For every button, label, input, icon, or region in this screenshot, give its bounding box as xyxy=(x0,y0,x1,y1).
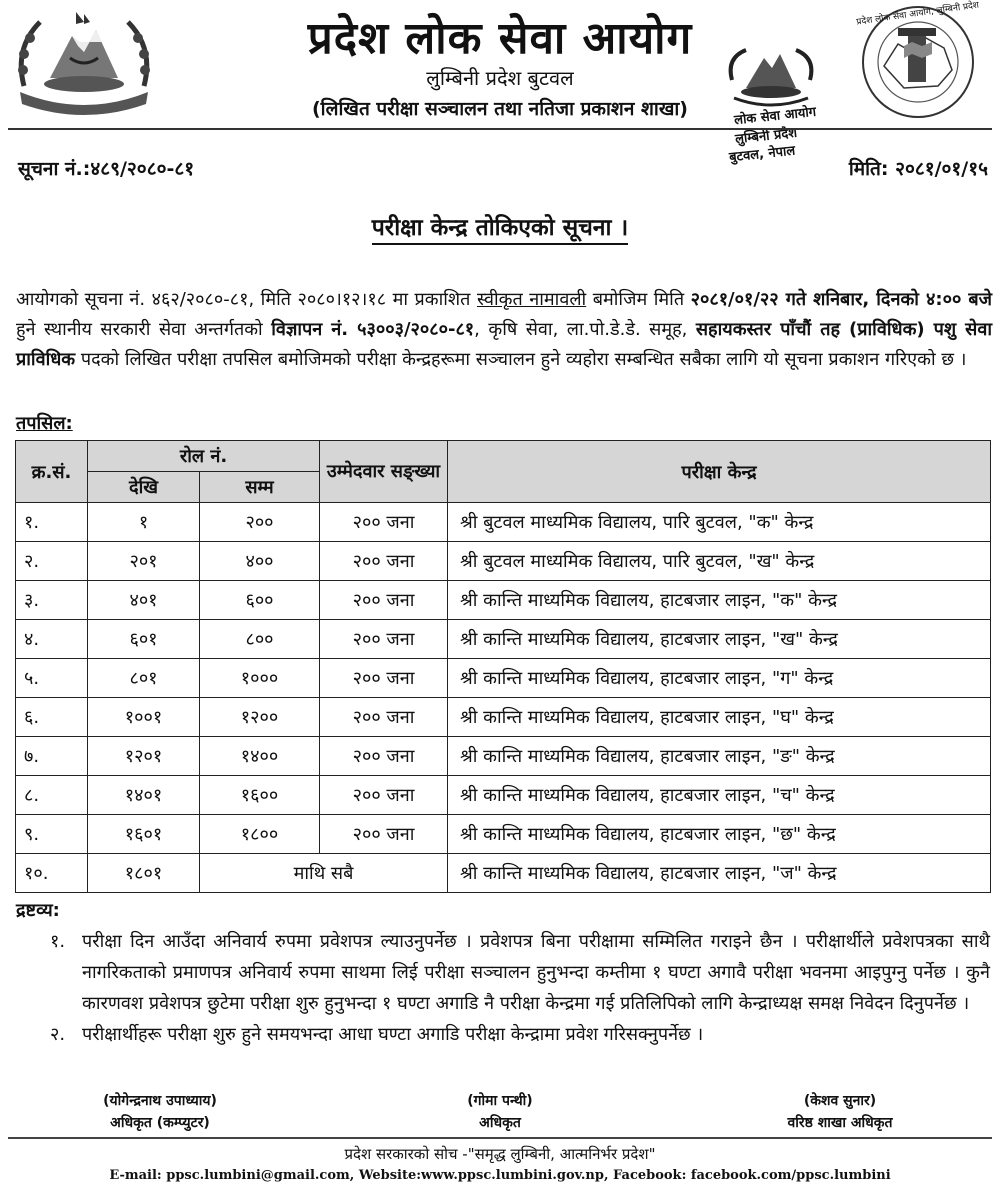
row-from: २०१ xyxy=(88,542,200,581)
note-item xyxy=(50,926,990,1019)
row-sn: २. xyxy=(16,542,88,581)
org-title: प्रदेश लोक सेवा आयोग xyxy=(307,13,693,64)
header-sn: क्र.सं. xyxy=(16,441,88,503)
para-part-1: आयोगको सूचना नं. ४६२/२०८०-८१, मिति २०८०।१२।१८ मा प्रकाशित xyxy=(16,289,477,310)
notice-paragraph xyxy=(16,285,992,375)
header-divider xyxy=(8,128,992,130)
approved-list-link[interactable]: स्वीकृत नामावली xyxy=(476,289,587,310)
para-part-7: , कृषि सेवा, ला.पो.डे.डे. समूह, xyxy=(474,319,696,340)
table-row xyxy=(16,542,991,581)
header-roll: रोल नं. xyxy=(88,441,320,472)
row-count: २०० जना xyxy=(320,776,448,815)
exam-date: २०८१/०१/२२ गते शनिबार, दिनको ४:०० बजे xyxy=(690,289,993,310)
row-center: श्री बुटवल माध्यमिक विद्यालय, पारि बुटवल, "ख" केन्द्र xyxy=(448,542,991,581)
row-sn: ७. xyxy=(16,737,88,776)
signature-block xyxy=(410,1090,590,1134)
stamp-text-2: लुम्बिनी प्रदेश xyxy=(734,125,798,148)
note-item xyxy=(50,1019,990,1050)
note-number: २. xyxy=(50,1024,66,1045)
row-to: १००० xyxy=(200,659,320,698)
row-center: श्री कान्ति माध्यमिक विद्यालय, हाटबजार लाइन, "ग" केन्द्र xyxy=(448,659,991,698)
stamp-text-1: लोक सेवा आयोग xyxy=(733,104,817,129)
row-to: ८०० xyxy=(200,620,320,659)
note-text: परीक्षा दिन आउँदा अनिवार्य रुपमा प्रवेशपत्र ल्याउनुपर्नेछ । प्रवेशपत्र बिना परीक्षामा सम्मिलित गराइने छैन । परीक्षार्थीले प्रवेशपत्रका साथै नागरिकताको प्रमाणपत्र अनिवार्य रुपमा साथमा लिई परीक्षा सञ्चालन हुनुभन्दा कम्तीमा १ घण्टा अगावै परीक्षा भवनमा आइपुग्नु पर्नेछ । कुनै कारणवश प्रवेशपत्र छुटेमा परीक्षा शुरु हुनुभन्दा १ घण्टा अगाडि नै परीक्षा केन्द्रमा गई प्रतिलिपिको लागि केन्द्राध्यक्ष समक्ष निवेदन दिनुपर्नेछ । xyxy=(82,931,990,1014)
row-count: २०० जना xyxy=(320,542,448,581)
tapsil-label: तपसिल: xyxy=(16,413,73,434)
header-to: सम्म xyxy=(200,472,320,503)
footer-slogan: प्रदेश सरकारको सोच -"समृद्ध लुम्बिनी, आत्मनिर्भर प्रदेश" xyxy=(344,1145,656,1163)
note-text: परीक्षार्थीहरू परीक्षा शुरु हुने समयभन्दा आधा घण्टा अगाडि परीक्षा केन्द्रामा प्रवेश गरिसक्नुपर्नेछ । xyxy=(82,1024,704,1045)
row-sn: ९. xyxy=(16,815,88,854)
row-count: २०० जना xyxy=(320,815,448,854)
row-sn: ५. xyxy=(16,659,88,698)
signature-block xyxy=(740,1090,940,1134)
table-row-last xyxy=(16,854,991,893)
row-to: २०० xyxy=(200,503,320,542)
table-row xyxy=(16,698,991,737)
row-from: १००१ xyxy=(88,698,200,737)
table-row xyxy=(16,581,991,620)
row-from: १४०१ xyxy=(88,776,200,815)
signature-block xyxy=(70,1090,250,1134)
row-center: श्री कान्ति माध्यमिक विद्यालय, हाटबजार लाइन, "ख" केन्द्र xyxy=(448,620,991,659)
row-center: श्री कान्ति माध्यमिक विद्यालय, हाटबजार लाइन, "क" केन्द्र xyxy=(448,581,991,620)
row-sn: ३. xyxy=(16,581,88,620)
table-row xyxy=(16,503,991,542)
row-sn: ६. xyxy=(16,698,88,737)
row-from: १२०१ xyxy=(88,737,200,776)
table-row xyxy=(16,659,991,698)
row-count: २०० जना xyxy=(320,620,448,659)
notice-heading xyxy=(0,210,1000,242)
seal-text: प्रदेश लोक सेवा आयोग, लुम्बिनी प्रदेश xyxy=(855,0,980,28)
signatory-title: वरिष्ठ शाखा अधिकृत xyxy=(787,1115,893,1131)
org-subtitle: लुम्बिनी प्रदेश बुटवल xyxy=(426,66,574,90)
row-to: ४०० xyxy=(200,542,320,581)
row-from: १६०१ xyxy=(88,815,200,854)
header-center: परीक्षा केन्द्र xyxy=(448,441,991,503)
row-from: १ xyxy=(88,503,200,542)
row-from: ८०१ xyxy=(88,659,200,698)
row-to: १४०० xyxy=(200,737,320,776)
exam-center-table xyxy=(15,440,991,893)
table-row xyxy=(16,620,991,659)
row-center: श्री कान्ति माध्यमिक विद्यालय, हाटबजार लाइन, "घ" केन्द्र xyxy=(448,698,991,737)
signatory-name: (केशव सुनार) xyxy=(803,1093,877,1109)
row-center: श्री कान्ति माध्यमिक विद्यालय, हाटबजार लाइन, "च" केन्द्र xyxy=(448,776,991,815)
row-count: २०० जना xyxy=(320,581,448,620)
row-count: २०० जना xyxy=(320,659,448,698)
branch-name: (लिखित परीक्षा सञ्चालन तथा नतिजा प्रकाशन शाखा) xyxy=(312,98,688,120)
row-sn: ४. xyxy=(16,620,88,659)
row-to: ६०० xyxy=(200,581,320,620)
row-center: श्री कान्ति माध्यमिक विद्यालय, हाटबजार लाइन, "ज" केन्द्र xyxy=(448,854,991,893)
notes-list xyxy=(50,926,990,1050)
row-to: १८०० xyxy=(200,815,320,854)
row-count: २०० जना xyxy=(320,698,448,737)
header-from: देखि xyxy=(88,472,200,503)
row-count: २०० जना xyxy=(320,503,448,542)
note-number: १. xyxy=(50,931,66,952)
row-count: २०० जना xyxy=(320,737,448,776)
footer-contact: E-mail: ppsc.lumbini@gmail.com, Website:www.ppsc.lumbini.gov.np, Facebook: facebook.com/ppsc.lumbini xyxy=(109,1168,891,1183)
post-name: सहायकस्तर पाँचौं तह (प्राविधिक) पशु सेवा प्राविधिक xyxy=(16,319,992,370)
stamp-text-3: बुटवल, नेपाल xyxy=(728,143,796,166)
row-sn: १. xyxy=(16,503,88,542)
row-to: १२०० xyxy=(200,698,320,737)
notice-date: मिति: २०८१/०१/१५ xyxy=(848,158,988,180)
row-center: श्री बुटवल माध्यमिक विद्यालय, पारि बुटवल, "क" केन्द्र xyxy=(448,503,991,542)
notes-label: द्रष्टव्य: xyxy=(16,900,60,921)
row-sn: १०. xyxy=(16,854,88,893)
row-sn: ८. xyxy=(16,776,88,815)
office-stamp-icon xyxy=(716,46,826,164)
signatory-title: अधिकृत (कम्प्युटर) xyxy=(110,1115,210,1131)
row-from: ४०१ xyxy=(88,581,200,620)
signatory-title: अधिकृत xyxy=(479,1115,521,1131)
table-row xyxy=(16,737,991,776)
row-from: ६०१ xyxy=(88,620,200,659)
table-row xyxy=(16,815,991,854)
footer-divider xyxy=(8,1137,992,1139)
para-part-3: बमोजिम मिति xyxy=(586,289,691,310)
row-from: १८०१ xyxy=(88,854,200,893)
signatory-name: (योगेन्द्रनाथ उपाध्याय) xyxy=(103,1093,217,1109)
row-to: १६०० xyxy=(200,776,320,815)
notice-heading-text: परीक्षा केन्द्र तोकिएको सूचना । xyxy=(372,215,629,245)
advertisement-number: विज्ञापन नं. ५३००३/२०८०-८१ xyxy=(271,319,475,340)
row-rest: माथि सबै xyxy=(200,854,448,893)
para-part-5: हुने स्थानीय सरकारी सेवा अन्तर्गतको xyxy=(16,319,272,340)
notice-number: सूचना नं.:४८९/२०८०-८१ xyxy=(18,158,195,180)
header-count: उम्मेदवार सङ्ख्या xyxy=(320,441,448,503)
row-center: श्री कान्ति माध्यमिक विद्यालय, हाटबजार लाइन, "ङ" केन्द्र xyxy=(448,737,991,776)
row-center: श्री कान्ति माध्यमिक विद्यालय, हाटबजार लाइन, "छ" केन्द्र xyxy=(448,815,991,854)
signatory-name: (गोमा पन्थी) xyxy=(467,1093,533,1109)
para-part-9: पदको लिखित परीक्षा तपसिल बमोजिमको परीक्षा केन्द्रहरूमा सञ्चालन हुने व्यहोरा सम्बन्धित सबैका लागि यो सूचना प्रकाशन गरिएको छ । xyxy=(75,349,967,370)
table-row xyxy=(16,776,991,815)
